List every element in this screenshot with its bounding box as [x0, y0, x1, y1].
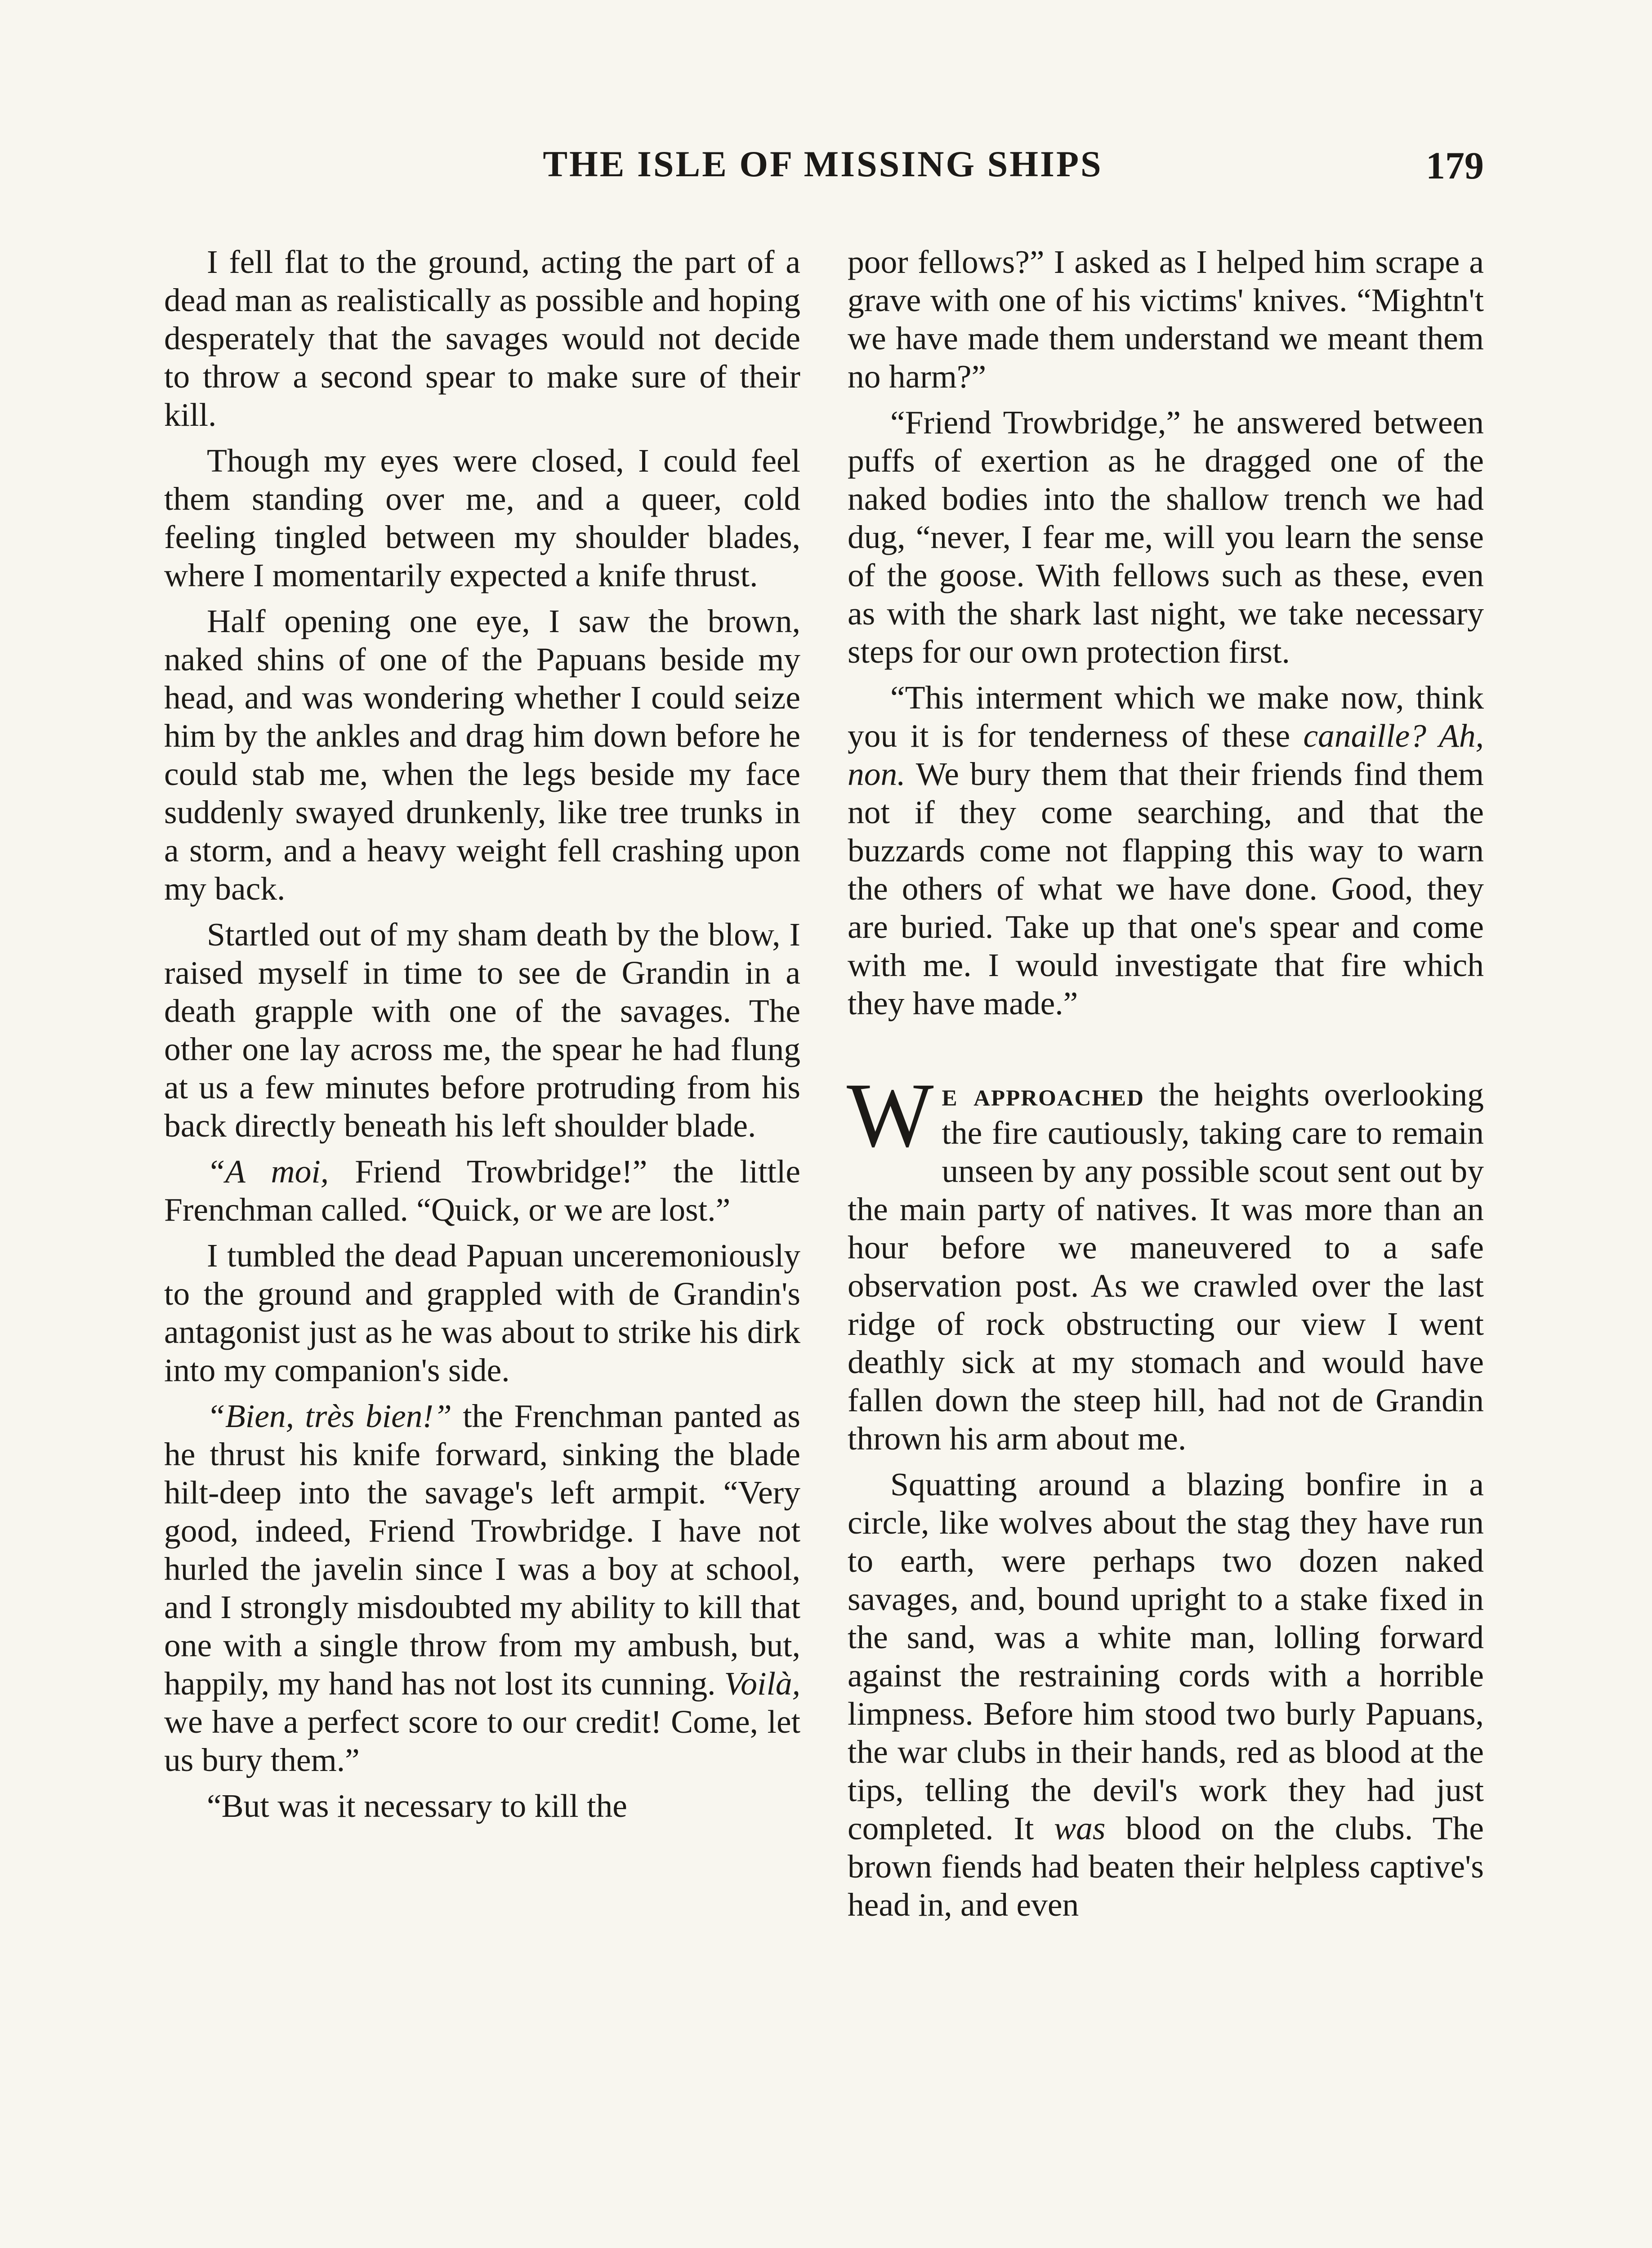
paragraph-text: “But was it necessary to kill the: [207, 1788, 627, 1824]
paragraph-text: Half opening one eye, I saw the brown, naked shins of one of the Papuans beside my head, and was wondering whether I could seize him by the ankles and drag him down before he could stab me, when the legs beside my face suddenly swayed drunkenly, like tree trunks in a storm, and a heavy weight fell crashing upon my back.: [164, 603, 800, 907]
paragraph: [164, 1787, 800, 1825]
paragraph: [164, 1236, 800, 1389]
drop-cap: W: [847, 1064, 934, 1166]
paragraph: [848, 403, 1484, 671]
paragraph: [164, 1397, 800, 1779]
paragraph-text: the Frenchman panted as he thrust his knife forward, sinking the blade hilt-deep into the savage's left armpit. “Very good, indeed, Friend Trowbridge. I have not hurled the javelin since I was a boy at school, and I strongly misdoubted my ability to kill that one with a single throw from my ambush, but, happily, my hand has not lost its cunning.: [164, 1398, 801, 1702]
foreign-phrase: “Bien, très bien!”: [207, 1398, 452, 1434]
paragraph: [164, 442, 800, 594]
paragraph: [164, 243, 800, 434]
paragraph-text: blood on the clubs. The brown fiends had beaten their helpless captive's head in, and even: [848, 1810, 1484, 1923]
paragraph-text: the heights overlooking the fire cautiously, taking care to remain unseen by any possible scout sent out by the main party of natives. It was more than an hour before we maneuvered to a safe observation post. As we crawled over the last ridge of rock obstructing our view I went deathly sick at my stomach and would have fallen down the steep hill, had not de Grandin thrown his arm about me.: [848, 1076, 1484, 1457]
small-caps-lead: e approached: [942, 1076, 1144, 1113]
paragraph-text: We bury them that their friends find them not if they come searching, and that the buzzards come not flapping this way to warn the others of what we have done. Good, they are buried. Take up that one's spear and come with me. I would investigate that fire which they have made.”: [848, 756, 1484, 1021]
emphasis: was: [1054, 1810, 1106, 1847]
right-column: [848, 243, 1484, 1931]
paragraph-text: I fell flat to the ground, acting the part of a dead man as realistically as possible and hoping desperately that the savages would not decide to throw a second spear to make sure of their kill.: [164, 244, 800, 433]
paragraph: [848, 678, 1484, 1022]
paragraph-text: Though my eyes were closed, I could feel them standing over me, and a queer, cold feeling tingled between my shoulder blades, where I momentarily expected a knife thrust.: [164, 442, 800, 593]
paragraph-text: poor fellows?” I asked as I helped him scrape a grave with one of his victims' knives. “Mightn't we have made them understand we meant them no harm?”: [848, 244, 1484, 395]
foreign-phrase: “A moi,: [207, 1153, 329, 1190]
running-title: THE ISLE OF MISSING SHIPS: [543, 143, 1103, 184]
paragraph-text: we have a perfect score to our credit! Come, let us bury them.”: [164, 1704, 800, 1778]
paragraph-text: “Friend Trowbridge,” he answered between puffs of exertion as he dragged one of the naked bodies into the shallow trench we had dug, “never, I fear me, will you learn the sense of the goose. With fellows such as these, even as with the shark last night, we take necessary steps for our own protection first.: [848, 404, 1484, 670]
paragraph: [164, 602, 800, 908]
foreign-phrase: canaille? Ah, non.: [848, 718, 1484, 792]
paragraph-text: Startled out of my sham death by the blow, I raised myself in time to see de Grandin in a death grapple with one of the savages. The other one lay across me, the spear he had flung at us a few minutes before protruding from his back directly beneath his left shoulder blade.: [164, 916, 800, 1144]
page-number: 179: [1426, 144, 1484, 187]
paragraph-text: Squatting around a blazing bonfire in a circle, like wolves about the stag they have run to earth, were perhaps two dozen naked savages, and, bound upright to a stake fixed in the sand, was a white man, lolling forward against the restraining cords with a horrible limpness. Before him stood two burly Papuans, the war clubs in their hands, red as blood at the tips, telling the devil's work they had just completed. It: [848, 1466, 1484, 1847]
paragraph: [164, 915, 800, 1145]
foreign-phrase: Voilà,: [724, 1665, 800, 1702]
section-opening-paragraph: [847, 1064, 1484, 1458]
paragraph: [848, 1465, 1484, 1924]
page-header: [162, 143, 1484, 192]
paragraph: [164, 1152, 800, 1229]
paragraph: [848, 243, 1484, 396]
paragraph-text: I tumbled the dead Papuan unceremoniously to the ground and grappled with de Grandin's antagonist just as he was about to strike his dirk into my companion's side.: [164, 1237, 800, 1388]
paragraph-text: Friend Trowbridge!” the little Frenchman called. “Quick, or we are lost.”: [164, 1153, 800, 1228]
paragraph-text: “This interment which we make now, think you it is for tenderness of these: [848, 679, 1484, 754]
left-column: [164, 243, 800, 1833]
